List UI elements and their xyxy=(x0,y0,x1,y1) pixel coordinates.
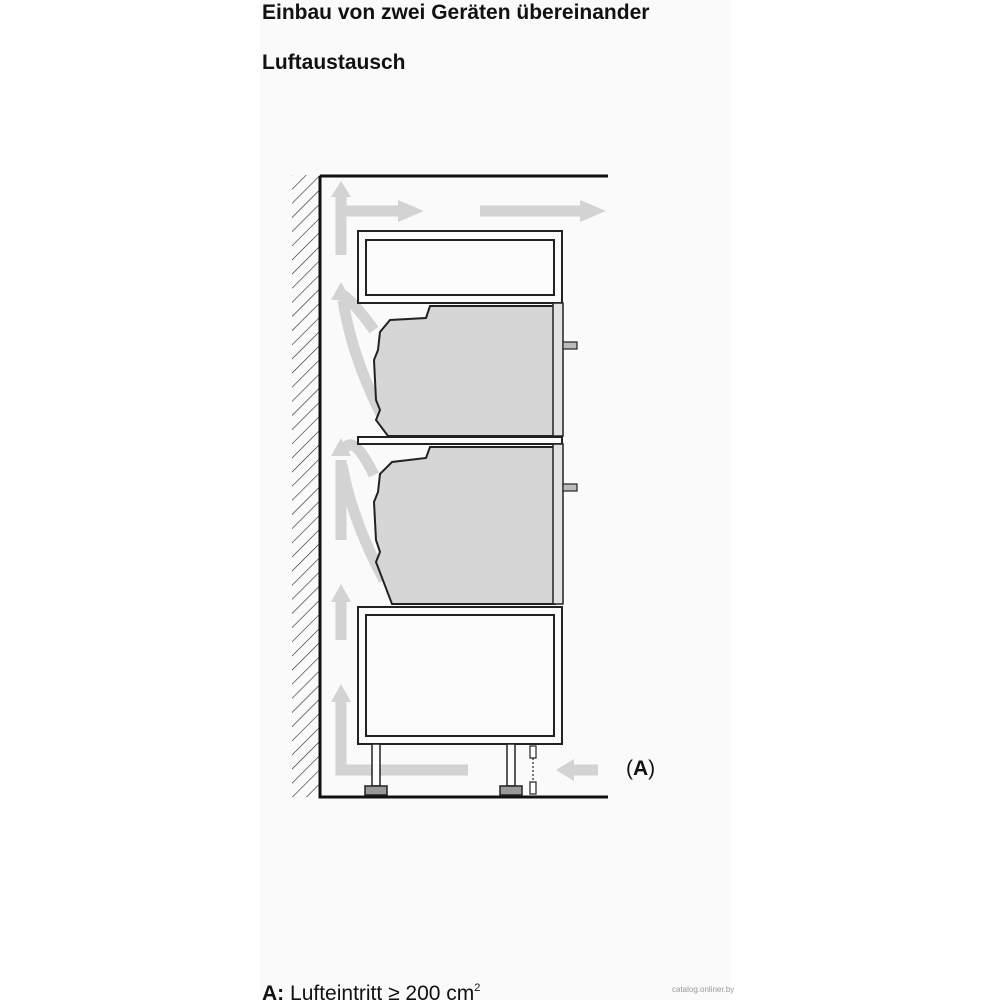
arrowhead-top-right-1 xyxy=(398,200,424,222)
arrowhead-inlet-up xyxy=(331,684,351,702)
upper-oven-front xyxy=(553,303,563,436)
lower-oven-front xyxy=(553,444,563,604)
installation-diagram xyxy=(280,160,620,810)
callout-a: (A) xyxy=(626,757,656,780)
foot-left-pad xyxy=(365,786,387,795)
page-title: Einbau von zwei Geräten übereinander xyxy=(262,1,650,24)
arrowhead-column-lower xyxy=(331,584,351,602)
legend xyxy=(262,976,480,1006)
legend-superscript: 2 xyxy=(474,982,481,994)
arrowhead-top-up xyxy=(331,181,351,197)
upper-oven xyxy=(374,303,577,436)
base-cabinet xyxy=(358,607,562,744)
legend-text: Lufteintritt ≥ 200 cm xyxy=(290,982,475,1005)
foot-right-pad xyxy=(500,786,522,795)
arrowhead-top-right-2 xyxy=(580,200,606,222)
plinth-vent xyxy=(530,746,536,794)
section-subtitle: Luftaustausch xyxy=(262,51,406,74)
foot-left xyxy=(372,744,380,786)
lower-oven-handle xyxy=(563,484,577,491)
lower-oven xyxy=(374,444,577,604)
foot-right xyxy=(507,744,515,786)
arrowhead-inlet-left xyxy=(556,759,574,781)
legend-key: A: xyxy=(262,982,285,1005)
wall-hatching xyxy=(292,175,320,797)
top-cabinet xyxy=(358,231,562,303)
intermediate-shelf xyxy=(358,437,562,444)
arrowhead-upper-curve xyxy=(331,282,351,300)
watermark: catalog.onliner.by xyxy=(672,985,735,994)
upper-oven-handle xyxy=(563,342,577,349)
